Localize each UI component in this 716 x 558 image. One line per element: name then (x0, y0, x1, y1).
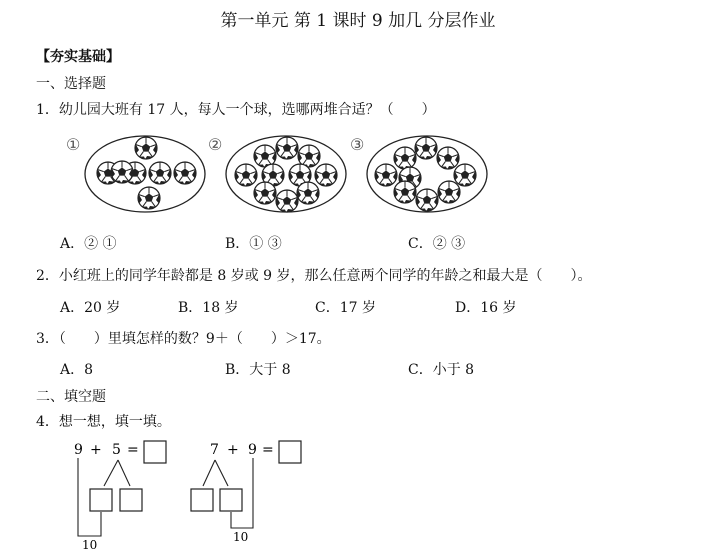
eq1-answer-box[interactable] (144, 441, 166, 463)
eq1-addend-b: 5 (112, 442, 121, 458)
eq2-split-box-2[interactable] (220, 489, 242, 511)
eq1-addend-a: 9 (74, 442, 83, 458)
make-ten-diagram-2 (191, 441, 301, 544)
make-ten-diagrams (60, 436, 320, 554)
q3-option-b[interactable]: B．大于 8 (225, 362, 291, 378)
question-3-text: 3．（ ）里填怎样的数？9＋（ ）＞17。 (36, 331, 331, 347)
ball-pile-2 (208, 135, 346, 212)
section-heading-foundation: 【夯实基础】 (36, 49, 120, 65)
ball-piles-figure (60, 128, 500, 220)
eq1-split-box-1[interactable] (90, 489, 112, 511)
eq2-addend-a: 7 (210, 442, 219, 458)
q3-option-c[interactable]: C．小于 8 (408, 362, 475, 378)
question-2-text: 2．小红班上的同学年龄都是 8 岁或 9 岁，那么任意两个同学的年龄之和最大是（ ）。 (36, 268, 592, 284)
pile-1-label: ① (66, 135, 81, 154)
eq1-plus: + (90, 442, 102, 458)
eq2-plus: + (227, 442, 239, 458)
q1-option-c[interactable]: C．② ③ (408, 236, 466, 252)
q2-option-b[interactable]: B．18 岁 (178, 300, 239, 316)
eq2-addend-b: 9 (248, 442, 257, 458)
eq2-equals: = (262, 442, 274, 458)
make-ten-diagram-1 (74, 441, 166, 552)
q1-option-a[interactable]: A．② ① (60, 236, 117, 252)
part-heading-fill: 二、填空题 (36, 389, 106, 405)
part-heading-choice: 一、选择题 (36, 76, 106, 92)
q2-option-c[interactable]: C．17 岁 (315, 300, 376, 316)
pile-2-label: ② (208, 135, 223, 154)
ball-pile-1 (66, 135, 205, 212)
q3-option-a[interactable]: A．8 (60, 362, 94, 378)
pile-3-label: ③ (350, 135, 365, 154)
eq2-answer-box[interactable] (279, 441, 301, 463)
eq2-split-box-1[interactable] (191, 489, 213, 511)
q2-option-d[interactable]: D．16 岁 (455, 300, 517, 316)
question-1-text: 1．幼儿园大班有 17 人，每人一个球，选哪两堆合适？（ ） (36, 102, 436, 118)
q1-option-b[interactable]: B．① ③ (225, 236, 282, 252)
eq2-ten-label: 10 (233, 530, 249, 544)
eq1-equals: = (127, 442, 139, 458)
ball-pile-3 (350, 135, 487, 212)
q2-option-a[interactable]: A．20 岁 (60, 300, 121, 316)
eq1-ten-label: 10 (82, 538, 98, 552)
eq1-split-box-2[interactable] (120, 489, 142, 511)
question-4-text: 4．想一想，填一填。 (36, 414, 171, 430)
page-title: 第一单元 第 1 课时 9 加几 分层作业 (220, 11, 496, 31)
